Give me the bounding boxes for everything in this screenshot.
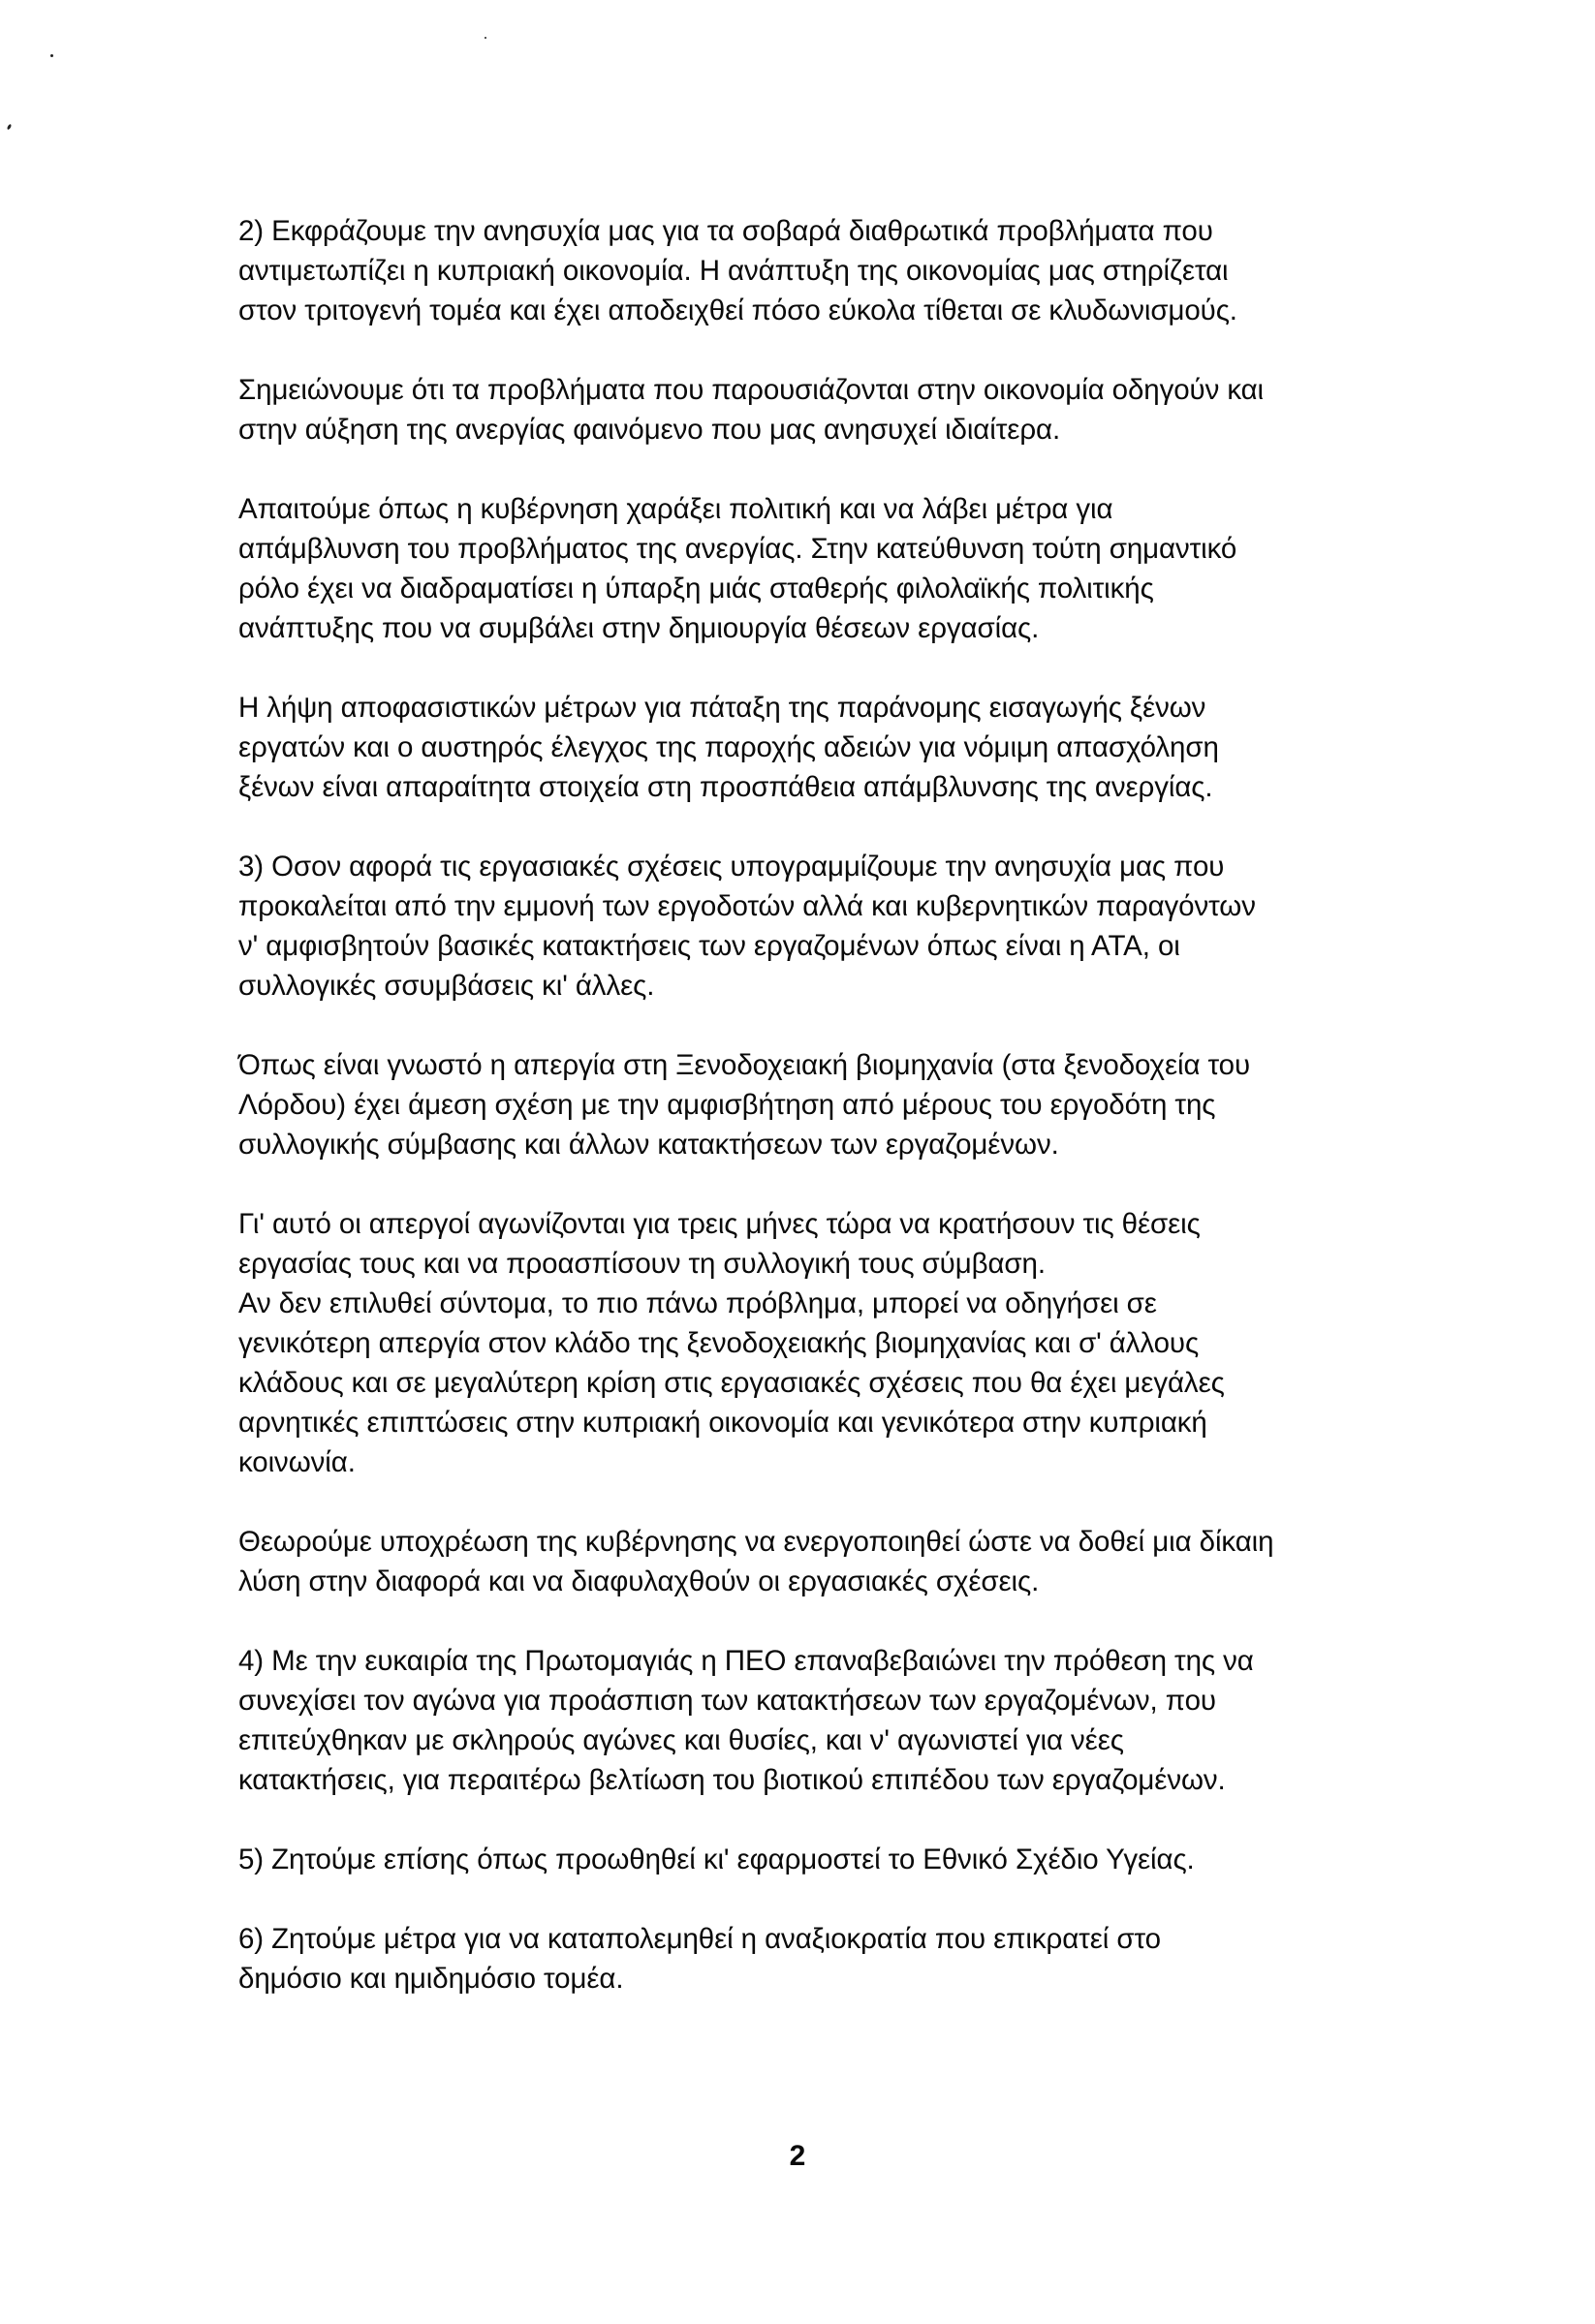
- paragraph-economy-problems: [238, 211, 1440, 330]
- paragraph-unemployment-note: [238, 370, 1440, 449]
- text-line: Η λήψη αποφασιστικών μέτρων για πάταξη της παράνομης εισαγωγής ξένων: [238, 692, 1206, 724]
- text-line: 5) Ζητούμε επίσης όπως προωθηθεί κι' εφαρμοστεί το Εθνικό Σχέδιο Υγείας.: [238, 1844, 1195, 1875]
- scan-speck: [7, 124, 13, 131]
- text-line: δημόσιο και ημιδημόσιο τομέα.: [238, 1963, 624, 1995]
- text-line: Σημειώνουμε ότι τα προβλήματα που παρουσιάζονται στην οικονομία οδηγούν και: [238, 374, 1265, 406]
- page-number: 2: [789, 2140, 806, 2172]
- text-line: προκαλείται από την εμμονή των εργοδοτών αλλά και κυβερνητικών παραγόντων: [238, 890, 1256, 922]
- text-line: επιτεύχθηκαν με σκληρούς αγώνες και θυσίες, και ν' αγωνιστεί για νέες: [238, 1724, 1124, 1756]
- paragraph-labor-relations: [238, 847, 1440, 1006]
- text-line: 6) Ζητούμε μέτρα για να καταπολεμηθεί η αναξιοκρατία που επικρατεί στο: [238, 1923, 1161, 1955]
- text-line: αντιμετωπίζει η κυπριακή οικονομία. Η ανάπτυξη της οικονομίας μας στηρίζεται: [238, 255, 1229, 287]
- text-line: ξένων είναι απαραίτητα στοιχεία στη προσπάθεια απάμβλυνσης της ανεργίας.: [238, 771, 1213, 803]
- paragraph-meritocracy: [238, 1919, 1440, 1999]
- text-line: λύση στην διαφορά και να διαφυλαχθούν οι εργασιακές σχέσεις.: [238, 1565, 1040, 1597]
- text-line: στον τριτογενή τομέα και έχει αποδειχθεί πόσο εύκολα τίθεται σε κλυδωνισμούς.: [238, 294, 1237, 326]
- text-line: 2) Εκφράζουμε την ανησυχία μας για τα σοβαρά διαθρωτικά προβλήματα που: [238, 215, 1213, 247]
- document-body: [238, 211, 1440, 1999]
- text-line: κλάδους και σε μεγαλύτερη κρίση στις εργασιακές σχέσεις που θα έχει μεγάλες: [238, 1367, 1225, 1399]
- text-line: απάμβλυνση του προβλήματος της ανεργίας. Στην κατεύθυνση τούτη σημαντικό: [238, 533, 1237, 565]
- text-line: ν' αμφισβητούν βασικές κατακτήσεις των εργαζομένων όπως είναι η ΑΤΑ, οι: [238, 930, 1180, 962]
- scan-speck: [485, 37, 486, 39]
- text-line: 3) Οσον αφορά τις εργασιακές σχέσεις υπογραμμίζουμε την ανησυχία μας που: [238, 851, 1225, 883]
- text-line: συνεχίσει τον αγώνα για προάσπιση των κατακτήσεων των εργαζομένων, που: [238, 1685, 1216, 1717]
- text-line: κοινωνία.: [238, 1446, 356, 1478]
- text-line: γενικότερη απεργία στον κλάδο της ξενοδοχειακής βιομηχανίας και σ' άλλους: [238, 1327, 1200, 1359]
- text-line: Θεωρούμε υποχρέωση της κυβέρνησης να ενεργοποιηθεί ώστε να δοθεί μια δίκαιη: [238, 1526, 1274, 1558]
- text-line: συλλογικές σσυμβάσεις κι' άλλες.: [238, 970, 655, 1002]
- paragraph-government-demands: [238, 489, 1440, 648]
- text-line: 4) Με την ευκαιρία της Πρωτομαγιάς η ΠΕΟ επαναβεβαιώνει την πρόθεση της να: [238, 1645, 1254, 1677]
- text-line: Αν δεν επιλυθεί σύντομα, το πιο πάνω πρόβλημα, μπορεί να οδηγήσει σε: [238, 1287, 1157, 1319]
- text-line: Απαιτούμε όπως η κυβέρνηση χαράξει πολιτική και να λάβει μέτρα για: [238, 493, 1113, 525]
- text-line: αρνητικές επιπτώσεις στην κυπριακή οικονομία και γενικότερα στην κυπριακή: [238, 1407, 1207, 1439]
- paragraph-strikers: [238, 1204, 1440, 1482]
- text-line: συλλογικής σύμβασης και άλλων κατακτήσεων των εργαζομένων.: [238, 1129, 1059, 1161]
- text-line: Όπως είναι γνωστό η απεργία στη Ξενοδοχειακή βιομηχανία (στα ξενοδοχεία του: [238, 1049, 1250, 1081]
- text-line: Γι' αυτό οι απεργοί αγωνίζονται για τρεις μήνες τώρα να κρατήσουν τις θέσεις: [238, 1208, 1201, 1240]
- text-line: εργατών και ο αυστηρός έλεγχος της παροχής αδειών για νόμιμη απασχόληση: [238, 731, 1219, 763]
- paragraph-health-plan: [238, 1840, 1440, 1879]
- paragraph-may-day: [238, 1641, 1440, 1800]
- text-line: Λόρδου) έχει άμεση σχέση με την αμφισβήτηση από μέρους του εργοδότη της: [238, 1089, 1216, 1121]
- text-line: στην αύξηση της ανεργίας φαινόμενο που μας ανησυχεί ιδιαίτερα.: [238, 414, 1061, 446]
- text-line: ρόλο έχει να διαδραματίσει η ύπαρξη μιάς σταθερής φιλολαϊκής πολιτικής: [238, 573, 1154, 604]
- text-line: εργασίας τους και να προασπίσουν τη συλλογική τους σύμβαση.: [238, 1248, 1046, 1280]
- paragraph-foreign-workers: [238, 688, 1440, 807]
- text-line: κατακτήσεις, για περαιτέρω βελτίωση του βιοτικού επιπέδου των εργαζομένων.: [238, 1764, 1226, 1796]
- paragraph-hotel-strike: [238, 1045, 1440, 1164]
- scan-speck: [50, 54, 53, 57]
- text-line: ανάπτυξης που να συμβάλει στην δημιουργία θέσεων εργασίας.: [238, 612, 1040, 644]
- paragraph-government-obligation: [238, 1522, 1440, 1601]
